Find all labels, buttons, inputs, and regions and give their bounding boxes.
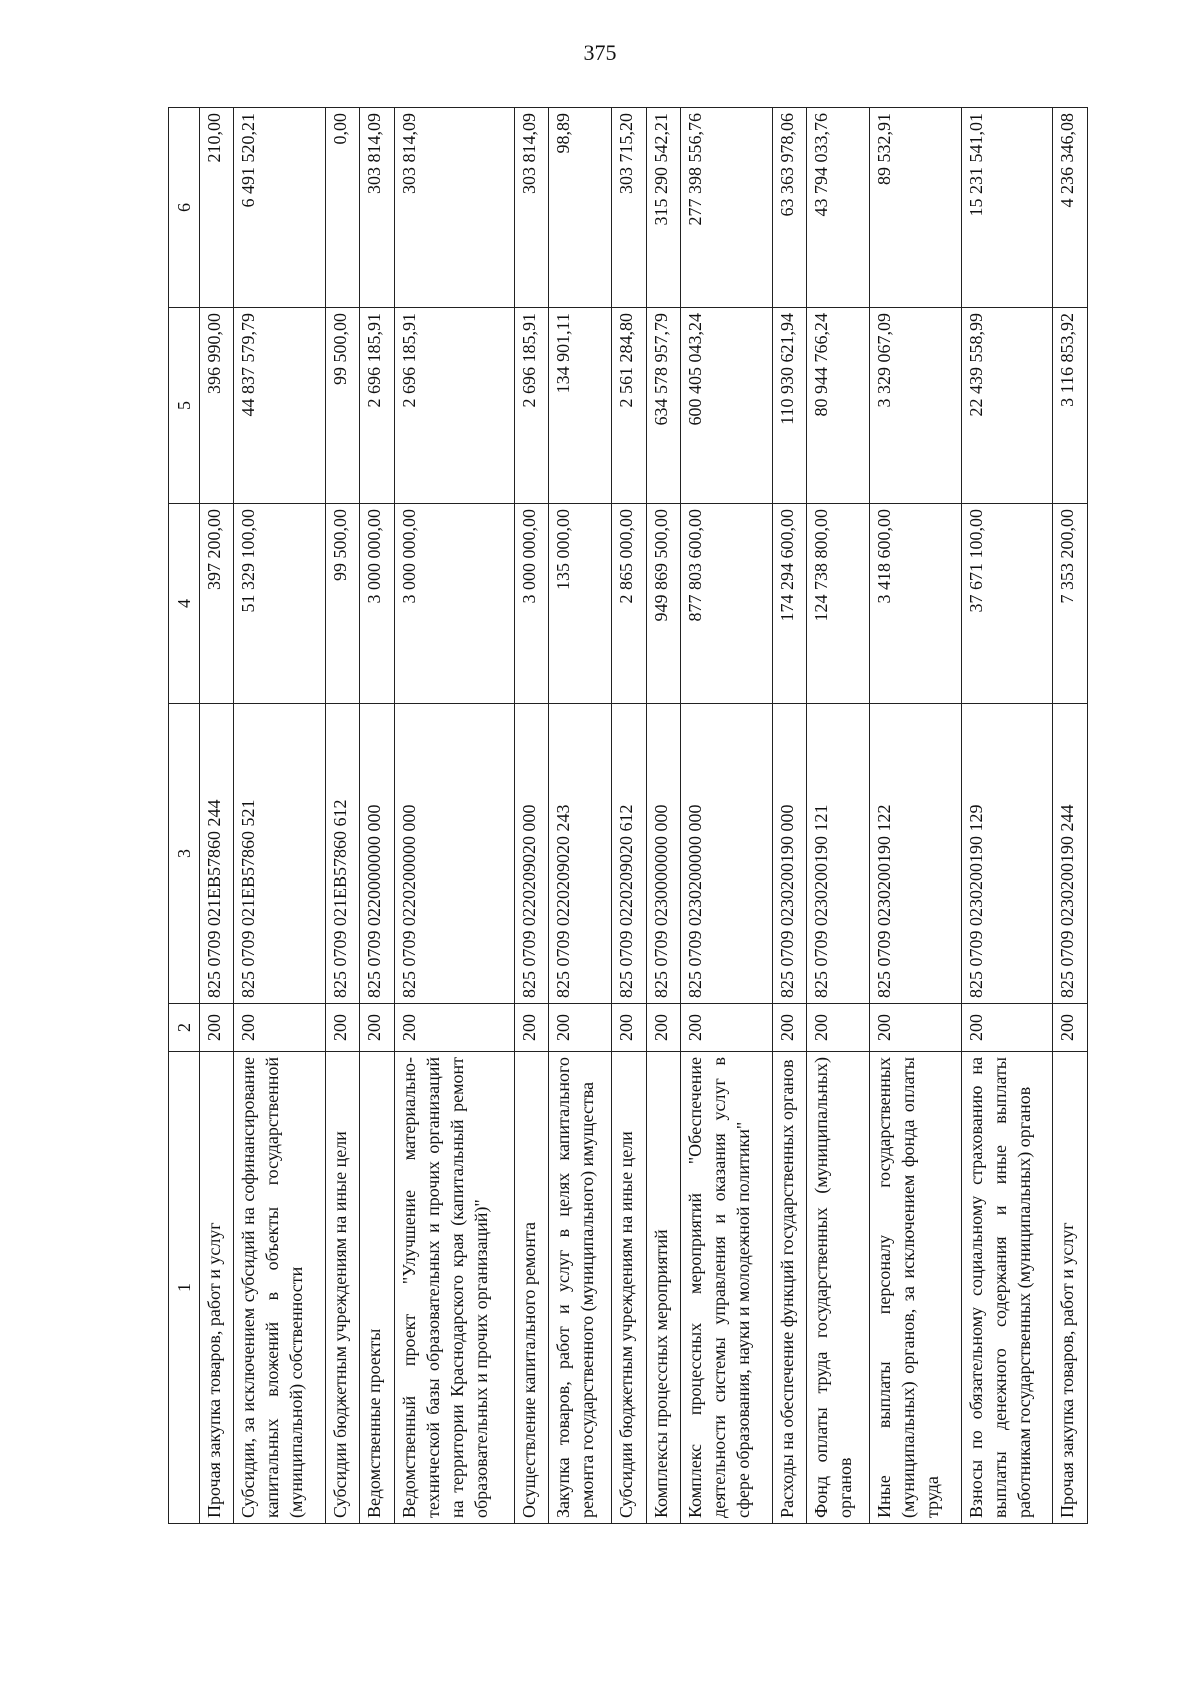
table-row xyxy=(807,108,870,1524)
row-value-4: 877 803 600,00 xyxy=(681,504,773,704)
row-value-6: 303 715,20 xyxy=(612,108,646,308)
header-col-3: 3 xyxy=(169,704,200,1004)
row-code: 825 0709 0230200190 121 xyxy=(807,704,870,1004)
row-code: 825 0709 0220209020 612 xyxy=(612,704,646,1004)
table-row xyxy=(772,108,806,1524)
table-container xyxy=(168,108,1088,1524)
row-value-6: 303 814,09 xyxy=(515,108,549,308)
table-row xyxy=(234,108,326,1524)
row-value-6: 303 814,09 xyxy=(394,108,514,308)
row-name: Осуществление капитального ремонта xyxy=(515,1052,549,1524)
row-code: 825 0709 0230000000 000 xyxy=(646,704,680,1004)
row-col2: 200 xyxy=(646,1004,680,1052)
row-code: 825 0709 0230200190 000 xyxy=(772,704,806,1004)
row-col2: 200 xyxy=(681,1004,773,1052)
table-row xyxy=(394,108,514,1524)
row-code: 825 0709 0230200190 122 xyxy=(870,704,962,1004)
row-value-5: 110 930 621,94 xyxy=(772,308,806,504)
row-value-4: 37 671 100,00 xyxy=(961,504,1053,704)
row-col2: 200 xyxy=(234,1004,326,1052)
row-value-6: 4 236 346,08 xyxy=(1053,108,1088,308)
row-value-5: 44 837 579,79 xyxy=(234,308,326,504)
table-row xyxy=(612,108,646,1524)
row-value-5: 600 405 043,24 xyxy=(681,308,773,504)
row-name: Прочая закупка товаров, работ и услуг xyxy=(200,1052,234,1524)
row-code: 825 0709 021EB57860 612 xyxy=(326,704,360,1004)
row-col2: 200 xyxy=(612,1004,646,1052)
header-col-4: 4 xyxy=(169,504,200,704)
header-row xyxy=(169,108,200,1524)
row-value-4: 3 000 000,00 xyxy=(394,504,514,704)
row-value-4: 949 869 500,00 xyxy=(646,504,680,704)
row-value-4: 3 000 000,00 xyxy=(515,504,549,704)
row-value-6: 15 231 541,01 xyxy=(961,108,1053,308)
row-code: 825 0709 0230200190 244 xyxy=(1053,704,1088,1004)
row-name: Закупка товаров, работ и услуг в целях капитального ремонта государственного (муниципального) имущества xyxy=(549,1052,612,1524)
header-col-6: 6 xyxy=(169,108,200,308)
row-value-4: 2 865 000,00 xyxy=(612,504,646,704)
row-code: 825 0709 021EB57860 521 xyxy=(234,704,326,1004)
row-value-4: 3 000 000,00 xyxy=(360,504,394,704)
row-name: Комплекс процессных мероприятий "Обеспечение деятельности системы управления и оказания услуг в сфере образования, науки и молодежной политики" xyxy=(681,1052,773,1524)
row-col2: 200 xyxy=(772,1004,806,1052)
row-value-6: 6 491 520,21 xyxy=(234,108,326,308)
table-row xyxy=(515,108,549,1524)
row-name: Субсидии бюджетным учреждениям на иные цели xyxy=(326,1052,360,1524)
table-row xyxy=(681,108,773,1524)
table-row xyxy=(549,108,612,1524)
row-name: Субсидии бюджетным учреждениям на иные цели xyxy=(612,1052,646,1524)
row-col2: 200 xyxy=(870,1004,962,1052)
row-value-4: 3 418 600,00 xyxy=(870,504,962,704)
row-value-5: 3 116 853,92 xyxy=(1053,308,1088,504)
row-value-5: 99 500,00 xyxy=(326,308,360,504)
table-row xyxy=(360,108,394,1524)
header-col-2: 2 xyxy=(169,1004,200,1052)
row-value-4: 174 294 600,00 xyxy=(772,504,806,704)
table-row xyxy=(870,108,962,1524)
row-col2: 200 xyxy=(961,1004,1053,1052)
row-value-5: 80 944 766,24 xyxy=(807,308,870,504)
header-col-1: 1 xyxy=(169,1052,200,1524)
row-value-5: 134 901,11 xyxy=(549,308,612,504)
header-col-5: 5 xyxy=(169,308,200,504)
row-code: 825 0709 0220000000 000 xyxy=(360,704,394,1004)
row-value-4: 135 000,00 xyxy=(549,504,612,704)
row-value-5: 2 696 185,91 xyxy=(515,308,549,504)
row-col2: 200 xyxy=(515,1004,549,1052)
row-name: Фонд оплаты труда государственных (муниципальных) органов xyxy=(807,1052,870,1524)
row-name: Ведомственный проект "Улучшение материально-технической базы образовательных и прочих организаций на территории Краснодарского края (капитальный ремонт образовательных и прочих организаций)" xyxy=(394,1052,514,1524)
row-code: 825 0709 021EB57860 244 xyxy=(200,704,234,1004)
row-value-5: 396 990,00 xyxy=(200,308,234,504)
row-value-5: 22 439 558,99 xyxy=(961,308,1053,504)
row-code: 825 0709 0220209020 243 xyxy=(549,704,612,1004)
page-number: 375 xyxy=(583,40,617,65)
row-code: 825 0709 0220200000 000 xyxy=(394,704,514,1004)
row-value-4: 397 200,00 xyxy=(200,504,234,704)
row-value-6: 277 398 556,76 xyxy=(681,108,773,308)
row-col2: 200 xyxy=(200,1004,234,1052)
row-value-5: 3 329 067,09 xyxy=(870,308,962,504)
row-code: 825 0709 0230200000 000 xyxy=(681,704,773,1004)
row-value-6: 63 363 978,06 xyxy=(772,108,806,308)
row-name: Комплексы процессных мероприятий xyxy=(646,1052,680,1524)
row-value-4: 99 500,00 xyxy=(326,504,360,704)
row-value-5: 2 696 185,91 xyxy=(394,308,514,504)
row-name: Субсидии, за исключением субсидий на софинансирование капитальных вложений в объекты государственной (муниципальной) собственности xyxy=(234,1052,326,1524)
row-name: Взносы по обязательному социальному страхованию на выплаты денежного содержания и иные выплаты работникам государственных (муниципальных) органов xyxy=(961,1052,1053,1524)
table-row xyxy=(200,108,234,1524)
table-row xyxy=(961,108,1053,1524)
rotated-table-frame xyxy=(168,108,1088,1524)
row-value-6: 0,00 xyxy=(326,108,360,308)
row-col2: 200 xyxy=(1053,1004,1088,1052)
row-value-6: 315 290 542,21 xyxy=(646,108,680,308)
row-value-5: 2 696 185,91 xyxy=(360,308,394,504)
row-name: Ведомственные проекты xyxy=(360,1052,394,1524)
row-value-6: 43 794 033,76 xyxy=(807,108,870,308)
row-value-6: 89 532,91 xyxy=(870,108,962,308)
row-name: Прочая закупка товаров, работ и услуг xyxy=(1053,1052,1088,1524)
table-row xyxy=(1053,108,1088,1524)
row-value-5: 634 578 957,79 xyxy=(646,308,680,504)
row-value-6: 210,00 xyxy=(200,108,234,308)
table-row xyxy=(326,108,360,1524)
row-code: 825 0709 0230200190 129 xyxy=(961,704,1053,1004)
row-col2: 200 xyxy=(549,1004,612,1052)
row-value-6: 303 814,09 xyxy=(360,108,394,308)
row-value-6: 98,89 xyxy=(549,108,612,308)
row-col2: 200 xyxy=(394,1004,514,1052)
row-value-5: 2 561 284,80 xyxy=(612,308,646,504)
row-value-4: 7 353 200,00 xyxy=(1053,504,1088,704)
row-name: Иные выплаты персоналу государственных (муниципальных) органов, за исключением фонда оплаты труда xyxy=(870,1052,962,1524)
row-name: Расходы на обеспечение функций государственных органов xyxy=(772,1052,806,1524)
row-value-4: 124 738 800,00 xyxy=(807,504,870,704)
row-value-4: 51 329 100,00 xyxy=(234,504,326,704)
table-row xyxy=(646,108,680,1524)
row-col2: 200 xyxy=(807,1004,870,1052)
row-code: 825 0709 0220209020 000 xyxy=(515,704,549,1004)
budget-table xyxy=(168,107,1088,1524)
row-col2: 200 xyxy=(360,1004,394,1052)
row-col2: 200 xyxy=(326,1004,360,1052)
